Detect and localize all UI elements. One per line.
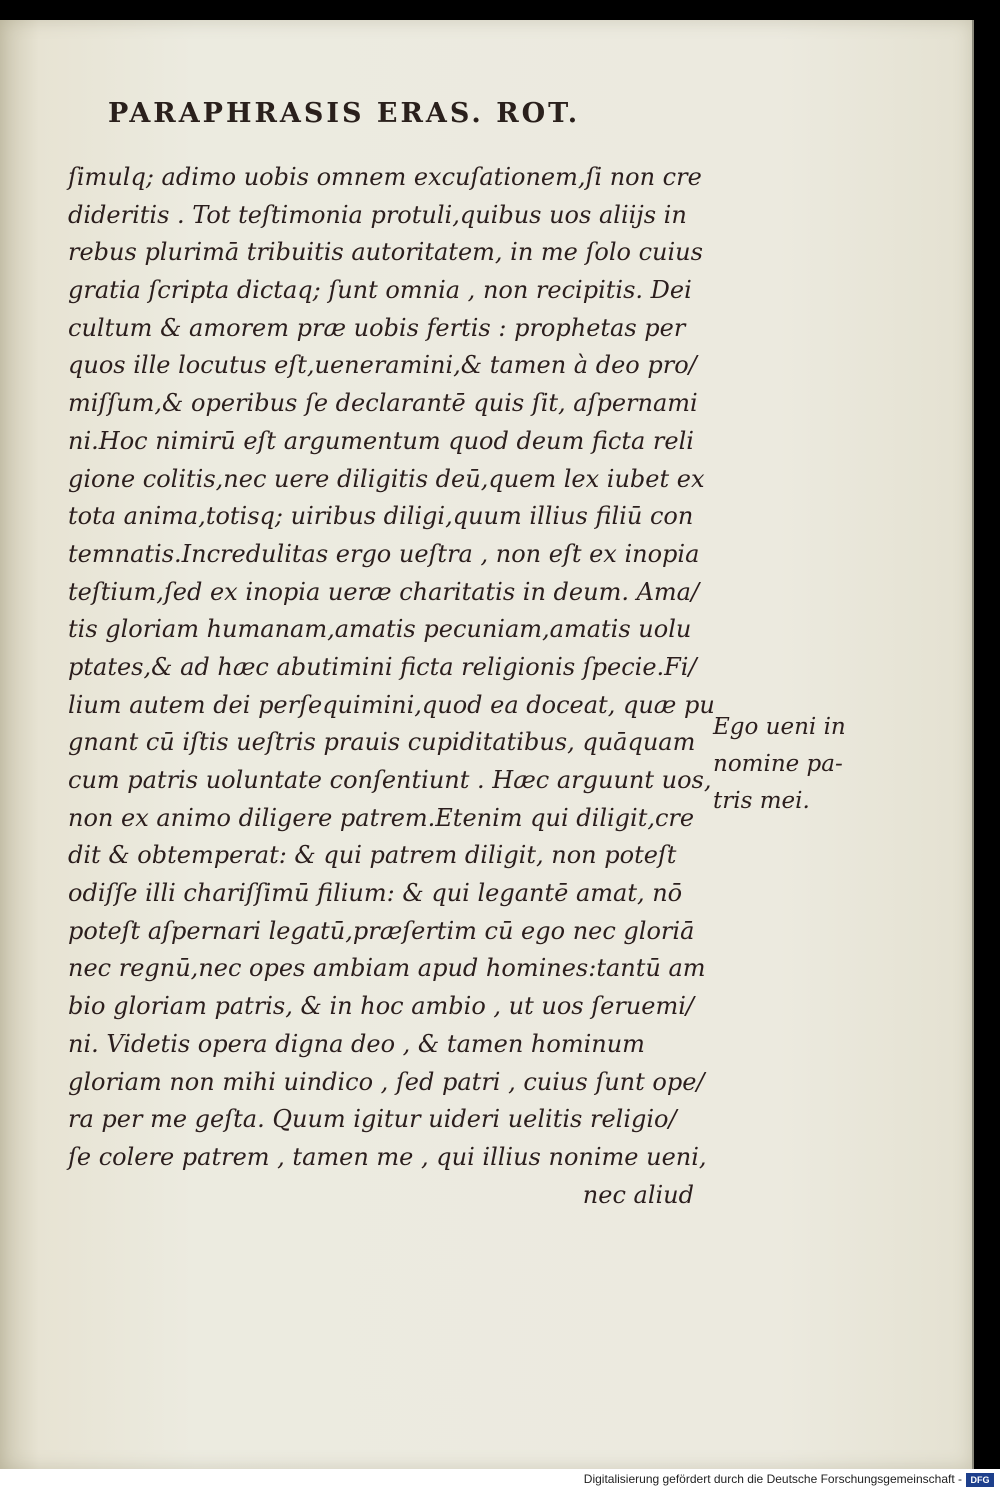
catchword: nec aliud	[582, 1180, 694, 1209]
marginal-note-line: nomine pa-	[713, 751, 843, 777]
text-line: gione colitis,nec uere diligitis deū,quem lex iubet ex	[68, 464, 705, 493]
text-line: nec regnū,nec opes ambiam apud homines:tantū am	[68, 954, 706, 983]
text-line: odiſſe illi chariſſimū filium: & qui legantē amat, nō	[68, 879, 683, 908]
text-line: ra per me geſta. Quum igitur uideri uelitis religio/	[68, 1105, 677, 1134]
footer-bar	[0, 1469, 1000, 1491]
marginal-note	[713, 709, 863, 820]
funding-credit: Digitalisierung gefördert durch die Deutsche Forschungsgemeinschaft -	[583, 1472, 962, 1486]
dfg-logo: DFG	[966, 1473, 994, 1487]
text-line: tota anima,totisq; uiribus diligi,quum illius filiū con	[68, 502, 694, 531]
marginal-note-line: tris mei.	[713, 788, 810, 814]
text-line: ni.Hoc nimirū eſt argumentum quod deum ficta reli	[68, 426, 694, 455]
text-line: dit & obtemperat: & qui patrem diligit, non poteſt	[68, 841, 677, 870]
running-head: PARAPHRASIS ERAS. ROT.	[108, 98, 581, 129]
text-line: non ex animo diligere patrem.Etenim qui diligit,cre	[68, 803, 695, 832]
text-line: miſſum,& operibus ſe declarantē quis ſit, aſpernami	[68, 389, 698, 418]
text-line: ſe colere patrem , tamen me , qui illius nonime ueni,	[68, 1142, 707, 1171]
text-line: gnant cū iſtis ueſtris prauis cupiditatibus, quāquam	[68, 728, 696, 757]
text-line: ptates,& ad hæc abutimini ficta religionis ſpecie.Fi/	[68, 652, 697, 681]
text-line: quos ille locutus eſt,ueneramini,& tamen à deo pro/	[68, 351, 697, 380]
marginal-note-line: Ego ueni in	[713, 714, 846, 740]
text-line: tis gloriam humanam,amatis pecuniam,amatis uolu	[68, 615, 692, 644]
text-line: ni. Videtis opera digna deo , & tamen hominum	[68, 1029, 645, 1058]
text-line: ſimulq; adimo uobis omnem excuſationem,ſi non cre	[68, 163, 702, 191]
text-line: cultum & amorem præ uobis fertis : prophetas per	[68, 313, 686, 342]
main-text-block	[68, 159, 715, 1214]
text-line: bio gloriam patris, & in hoc ambio , ut uos ſeruemi/	[68, 992, 694, 1021]
text-line: temnatis.Incredulitas ergo ueſtra , non eſt ex inopia	[68, 539, 700, 568]
text-line: cum patris uoluntate conſentiunt . Hæc arguunt uos,	[68, 766, 712, 794]
text-line: lium autem dei perſequimini,quod ea doceat, quæ pu	[68, 690, 715, 719]
text-line: gratia ſcripta dictaq; ſunt omnia , non recipitis. Dei	[68, 276, 692, 305]
text-line: teſtium,ſed ex inopia ueræ charitatis in deum. Ama/	[68, 577, 700, 606]
text-line: poteſt aſpernari legatū,præſertim cū ego nec gloriā	[68, 916, 695, 945]
text-line: dideritis . Tot teſtimonia protuli,quibus uos aliijs in	[68, 200, 687, 229]
text-line: rebus plurimā tribuitis autoritatem, in me ſolo cuius	[68, 238, 703, 267]
text-line: gloriam non mihi uindico , ſed patri , cuius ſunt ope/	[68, 1067, 705, 1096]
book-page	[0, 20, 974, 1469]
